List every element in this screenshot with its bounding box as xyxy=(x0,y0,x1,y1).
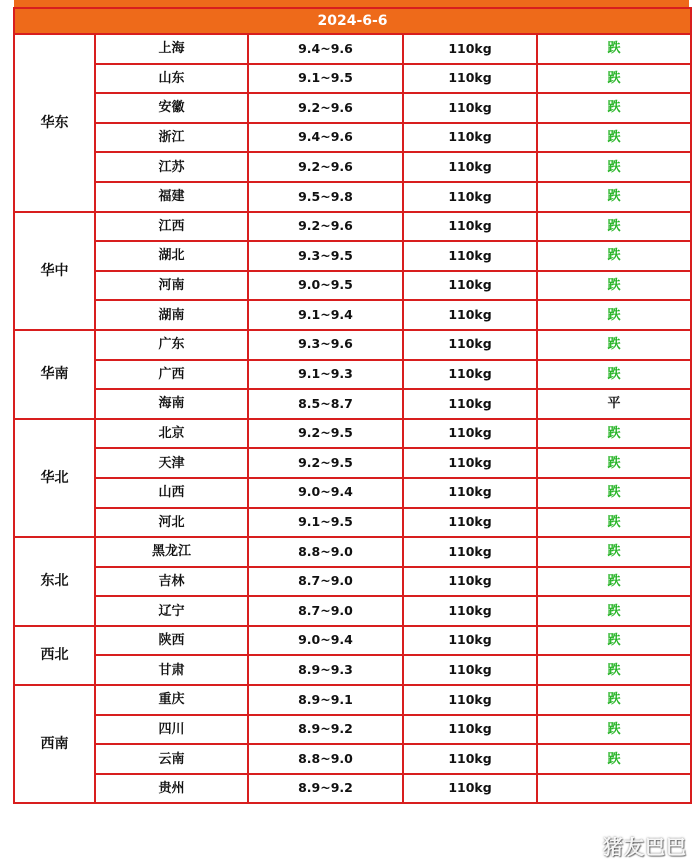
province-cell: 贵州 xyxy=(95,774,248,804)
weight-cell: 110kg xyxy=(403,655,537,685)
price-range-cell: 9.4~9.6 xyxy=(248,123,403,153)
weight-cell: 110kg xyxy=(403,241,537,271)
table-row xyxy=(14,596,691,626)
province-cell: 福建 xyxy=(95,182,248,212)
trend-cell: 跌 xyxy=(537,448,691,478)
date-header-row xyxy=(14,8,691,34)
weight-cell: 110kg xyxy=(403,685,537,715)
table-row xyxy=(14,685,691,715)
region-name: 西南 xyxy=(14,685,95,803)
trend-cell: 跌 xyxy=(537,271,691,301)
province-cell: 山西 xyxy=(95,478,248,508)
date-header: 2024-6-6 xyxy=(14,8,691,34)
price-range-cell: 8.7~9.0 xyxy=(248,596,403,626)
table-row xyxy=(14,360,691,390)
weight-cell: 110kg xyxy=(403,300,537,330)
price-range-cell: 9.1~9.4 xyxy=(248,300,403,330)
price-range-cell: 8.7~9.0 xyxy=(248,567,403,597)
price-table xyxy=(13,7,692,804)
weight-cell: 110kg xyxy=(403,567,537,597)
trend-cell: 跌 xyxy=(537,685,691,715)
trend-cell: 跌 xyxy=(537,241,691,271)
table-row xyxy=(14,64,691,94)
weight-cell: 110kg xyxy=(403,64,537,94)
province-cell: 云南 xyxy=(95,744,248,774)
trend-cell: 跌 xyxy=(537,182,691,212)
region-name: 西北 xyxy=(14,626,95,685)
weight-cell: 110kg xyxy=(403,271,537,301)
trend-cell: 跌 xyxy=(537,596,691,626)
weight-cell: 110kg xyxy=(403,744,537,774)
province-cell: 天津 xyxy=(95,448,248,478)
price-range-cell: 9.0~9.4 xyxy=(248,626,403,656)
top-title-strip xyxy=(14,0,689,7)
price-table-body xyxy=(14,8,691,803)
price-range-cell: 8.9~9.1 xyxy=(248,685,403,715)
price-range-cell: 8.9~9.2 xyxy=(248,715,403,745)
trend-cell: 跌 xyxy=(537,508,691,538)
province-cell: 海南 xyxy=(95,389,248,419)
province-cell: 湖南 xyxy=(95,300,248,330)
trend-cell: 跌 xyxy=(537,64,691,94)
table-row xyxy=(14,212,691,242)
province-cell: 北京 xyxy=(95,419,248,449)
province-cell: 吉林 xyxy=(95,567,248,597)
weight-cell: 110kg xyxy=(403,448,537,478)
weight-cell: 110kg xyxy=(403,123,537,153)
price-range-cell: 8.9~9.3 xyxy=(248,655,403,685)
table-row xyxy=(14,626,691,656)
trend-cell: 跌 xyxy=(537,744,691,774)
weight-cell: 110kg xyxy=(403,182,537,212)
province-cell: 河南 xyxy=(95,271,248,301)
weight-cell: 110kg xyxy=(403,596,537,626)
trend-cell: 跌 xyxy=(537,478,691,508)
province-cell: 江西 xyxy=(95,212,248,242)
trend-cell: 平 xyxy=(537,389,691,419)
trend-cell: 跌 xyxy=(537,567,691,597)
trend-cell: 跌 xyxy=(537,360,691,390)
weight-cell: 110kg xyxy=(403,478,537,508)
province-cell: 黑龙江 xyxy=(95,537,248,567)
trend-cell: 跌 xyxy=(537,330,691,360)
province-cell: 四川 xyxy=(95,715,248,745)
weight-cell: 110kg xyxy=(403,715,537,745)
price-range-cell: 9.2~9.6 xyxy=(248,93,403,123)
table-row xyxy=(14,715,691,745)
table-row xyxy=(14,300,691,330)
table-row xyxy=(14,241,691,271)
table-row xyxy=(14,182,691,212)
region-name: 华中 xyxy=(14,212,95,330)
province-cell: 湖北 xyxy=(95,241,248,271)
price-range-cell: 9.1~9.5 xyxy=(248,508,403,538)
region-name: 华南 xyxy=(14,330,95,419)
province-cell: 陕西 xyxy=(95,626,248,656)
trend-cell: 跌 xyxy=(537,152,691,182)
province-cell: 河北 xyxy=(95,508,248,538)
trend-cell: 跌 xyxy=(537,93,691,123)
price-range-cell: 9.2~9.6 xyxy=(248,152,403,182)
region-name: 东北 xyxy=(14,537,95,626)
table-row xyxy=(14,271,691,301)
weight-cell: 110kg xyxy=(403,626,537,656)
price-range-cell: 8.9~9.2 xyxy=(248,774,403,804)
trend-cell xyxy=(537,774,691,804)
trend-cell: 跌 xyxy=(537,34,691,64)
trend-cell: 跌 xyxy=(537,123,691,153)
province-cell: 江苏 xyxy=(95,152,248,182)
trend-cell: 跌 xyxy=(537,537,691,567)
price-range-cell: 8.5~8.7 xyxy=(248,389,403,419)
trend-cell: 跌 xyxy=(537,655,691,685)
price-range-cell: 8.8~9.0 xyxy=(248,537,403,567)
weight-cell: 110kg xyxy=(403,152,537,182)
province-cell: 广西 xyxy=(95,360,248,390)
weight-cell: 110kg xyxy=(403,330,537,360)
table-row xyxy=(14,655,691,685)
price-range-cell: 9.5~9.8 xyxy=(248,182,403,212)
table-row xyxy=(14,537,691,567)
price-range-cell: 9.1~9.5 xyxy=(248,64,403,94)
table-row xyxy=(14,152,691,182)
table-row xyxy=(14,508,691,538)
table-row xyxy=(14,34,691,64)
price-range-cell: 8.8~9.0 xyxy=(248,744,403,774)
province-cell: 重庆 xyxy=(95,685,248,715)
weight-cell: 110kg xyxy=(403,93,537,123)
province-cell: 浙江 xyxy=(95,123,248,153)
province-cell: 辽宁 xyxy=(95,596,248,626)
table-row xyxy=(14,774,691,804)
table-row xyxy=(14,93,691,123)
table-row xyxy=(14,419,691,449)
table-row xyxy=(14,567,691,597)
table-row xyxy=(14,389,691,419)
weight-cell: 110kg xyxy=(403,389,537,419)
trend-cell: 跌 xyxy=(537,419,691,449)
weight-cell: 110kg xyxy=(403,537,537,567)
price-range-cell: 9.3~9.6 xyxy=(248,330,403,360)
region-name: 华东 xyxy=(14,34,95,212)
table-row xyxy=(14,123,691,153)
trend-cell: 跌 xyxy=(537,212,691,242)
price-range-cell: 9.0~9.5 xyxy=(248,271,403,301)
price-range-cell: 9.3~9.5 xyxy=(248,241,403,271)
province-cell: 上海 xyxy=(95,34,248,64)
province-cell: 山东 xyxy=(95,64,248,94)
price-range-cell: 9.2~9.5 xyxy=(248,419,403,449)
table-row xyxy=(14,330,691,360)
weight-cell: 110kg xyxy=(403,360,537,390)
table-row xyxy=(14,478,691,508)
trend-cell: 跌 xyxy=(537,715,691,745)
price-range-cell: 9.2~9.6 xyxy=(248,212,403,242)
table-row xyxy=(14,448,691,478)
weight-cell: 110kg xyxy=(403,34,537,64)
price-range-cell: 9.1~9.3 xyxy=(248,360,403,390)
watermark-logo: 猪友巴巴 xyxy=(603,835,687,859)
weight-cell: 110kg xyxy=(403,774,537,804)
weight-cell: 110kg xyxy=(403,508,537,538)
weight-cell: 110kg xyxy=(403,212,537,242)
price-range-cell: 9.4~9.6 xyxy=(248,34,403,64)
price-range-cell: 9.0~9.4 xyxy=(248,478,403,508)
weight-cell: 110kg xyxy=(403,419,537,449)
province-cell: 甘肃 xyxy=(95,655,248,685)
price-range-cell: 9.2~9.5 xyxy=(248,448,403,478)
table-row xyxy=(14,744,691,774)
trend-cell: 跌 xyxy=(537,300,691,330)
region-name: 华北 xyxy=(14,419,95,537)
trend-cell: 跌 xyxy=(537,626,691,656)
province-cell: 安徽 xyxy=(95,93,248,123)
province-cell: 广东 xyxy=(95,330,248,360)
